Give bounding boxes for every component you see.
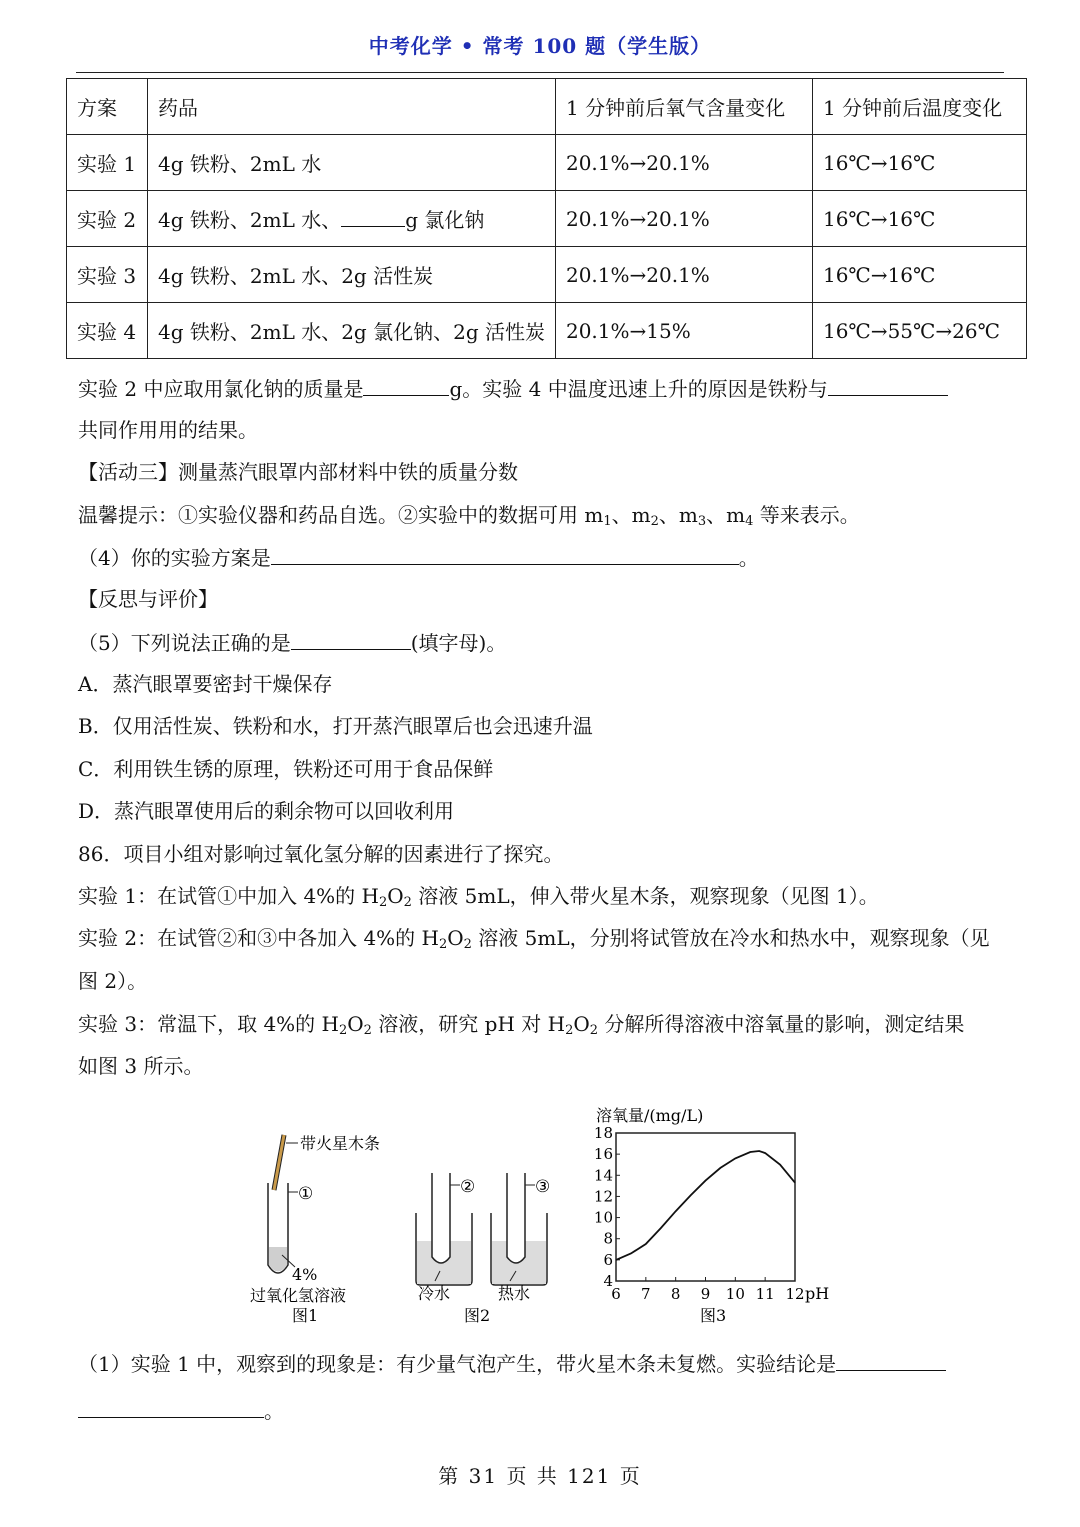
table-cell-text: 4g 铁粉、2mL 水、 bbox=[158, 208, 342, 232]
option-c: C．利用铁生锈的原理，铁粉还可用于食品保鲜 bbox=[78, 757, 494, 781]
table-cell: 16℃→16℃ bbox=[812, 191, 1026, 247]
table-cell: 16℃→16℃ bbox=[812, 247, 1026, 303]
table-cell: 20.1%→20.1% bbox=[555, 135, 812, 191]
chart-x-tick-label: 12 bbox=[785, 1285, 805, 1303]
text-span: 。 bbox=[264, 1399, 284, 1423]
question-1-line bbox=[78, 1348, 946, 1379]
solution-fill bbox=[269, 1247, 287, 1272]
question-line bbox=[78, 627, 506, 658]
table-header-cell: 1 分钟前后温度变化 bbox=[812, 79, 1026, 135]
chart-y-tick-label: 14 bbox=[593, 1166, 613, 1185]
test-tube-icon bbox=[507, 1173, 525, 1263]
table-row bbox=[67, 303, 1027, 359]
figure-3-chart bbox=[594, 1106, 829, 1325]
subscript: 2 bbox=[565, 1023, 574, 1038]
text-span: 等来表示。 bbox=[753, 503, 860, 527]
table-row bbox=[67, 247, 1027, 303]
table-cell bbox=[148, 191, 556, 247]
subscript: 3 bbox=[697, 514, 707, 529]
chart-x-tick-label: 9 bbox=[700, 1285, 711, 1303]
text-span: 分解所得溶液中溶氧量的影响，测定结果 bbox=[598, 1012, 965, 1036]
table-row bbox=[67, 135, 1027, 191]
question-line bbox=[78, 373, 948, 404]
subscript: 1 bbox=[603, 514, 612, 529]
question-1-line-cont bbox=[78, 1395, 284, 1426]
text-span: （5）下列说法正确的是 bbox=[78, 631, 291, 655]
chart-xlabel: pH bbox=[805, 1284, 830, 1303]
subscript: 2 bbox=[378, 895, 388, 910]
table-header-cell: 方案 bbox=[67, 79, 148, 135]
chart-y-tick-label: 18 bbox=[593, 1124, 613, 1142]
answer-blank[interactable] bbox=[341, 204, 405, 227]
fig2-cold-label: 冷水 bbox=[418, 1284, 451, 1303]
chart-y-tick-label: 8 bbox=[603, 1229, 613, 1248]
table-cell: 16℃→55℃→26℃ bbox=[812, 303, 1026, 359]
fig2-tube3-label: ③ bbox=[535, 1177, 551, 1197]
table-cell-text: g 氯化钠 bbox=[405, 208, 485, 232]
fig1-caption: 图1 bbox=[292, 1306, 319, 1325]
text-span: O bbox=[387, 884, 404, 908]
text-span: 实验 3：常温下，取 4%的 H bbox=[78, 1012, 339, 1036]
text-span: （1）实验 1 中，观察到的现象是：有少量气泡产生，带火星木条未复燃。实验结论是 bbox=[78, 1352, 837, 1376]
splint-icon-fill bbox=[274, 1135, 284, 1190]
text-span: O bbox=[447, 926, 464, 950]
text-span: 。 bbox=[738, 546, 759, 570]
text-span: 溶液，研究 pH 对 H bbox=[371, 1012, 566, 1036]
table-header-row bbox=[67, 79, 1027, 135]
fig3-caption: 图3 bbox=[700, 1306, 727, 1325]
fig2-tube2-label: ② bbox=[460, 1177, 476, 1197]
text-span: 温馨提示：①实验仪器和药品自选。②实验中的数据可用 m bbox=[78, 503, 604, 527]
table-row bbox=[67, 191, 1027, 247]
test-tube-icon bbox=[432, 1173, 450, 1263]
chart-y-tick-label: 4 bbox=[603, 1272, 613, 1290]
page-footer: 第 31 页 共 121 页 bbox=[438, 1464, 642, 1488]
chart-ylabel: 溶氧量/(mg/L) bbox=[596, 1106, 704, 1125]
experiment-2-line-cont: 图 2）。 bbox=[78, 969, 148, 993]
table-cell: 4g 铁粉、2mL 水 bbox=[148, 135, 556, 191]
experiment-figures bbox=[240, 1095, 840, 1330]
question-number-86: 86．项目小组对影响过氧化氢分解的因素进行了探究。 bbox=[78, 842, 564, 866]
chart-x-tick-label: 8 bbox=[670, 1285, 681, 1303]
page-header-title: 中考化学 • 常考 100 题（学生版） bbox=[368, 34, 712, 58]
text-span: 实验 2 中应取用氯化钠的质量是 bbox=[78, 377, 364, 401]
text-span: 、m bbox=[706, 503, 746, 527]
chart-y-tick-label: 12 bbox=[593, 1187, 613, 1206]
section-heading: 【活动三】测量蒸汽眼罩内部材料中铁的质量分数 bbox=[78, 460, 518, 484]
question-line bbox=[78, 542, 759, 573]
option-d: D．蒸汽眼罩使用后的剩余物可以回收利用 bbox=[78, 799, 455, 823]
table-cell: 实验 1 bbox=[67, 135, 148, 191]
table-cell: 20.1%→20.1% bbox=[555, 247, 812, 303]
figure-1 bbox=[250, 1134, 380, 1325]
experiment-3-line-cont: 如图 3 所示。 bbox=[78, 1054, 204, 1078]
answer-blank[interactable] bbox=[78, 1395, 264, 1418]
answer-blank[interactable] bbox=[271, 542, 739, 565]
answer-blank[interactable] bbox=[836, 1348, 946, 1371]
subscript: 2 bbox=[650, 514, 659, 529]
table-cell: 实验 3 bbox=[67, 247, 148, 303]
text-span: 溶液 5mL，伸入带火星木条，观察现象（见图 1）。 bbox=[411, 884, 879, 908]
text-span: 实验 2：在试管②和③中各加入 4%的 H bbox=[78, 926, 439, 950]
table-cell: 实验 2 bbox=[67, 191, 148, 247]
subscript: 2 bbox=[438, 937, 448, 952]
experiment-1-line bbox=[78, 881, 879, 918]
table-cell: 20.1%→20.1% bbox=[555, 191, 812, 247]
table-cell: 实验 4 bbox=[67, 303, 148, 359]
table-header-cell: 药品 bbox=[148, 79, 556, 135]
fig2-hot-label: 热水 bbox=[498, 1284, 531, 1303]
chart-y-tick-label: 16 bbox=[593, 1145, 613, 1164]
text-span: 、m bbox=[658, 503, 698, 527]
fig1-tube-label: ① bbox=[298, 1184, 314, 1204]
subscript: 2 bbox=[589, 1023, 599, 1038]
fig1-splint-label: 带火星木条 bbox=[300, 1134, 381, 1153]
table-cell: 4g 铁粉、2mL 水、2g 活性炭 bbox=[148, 247, 556, 303]
experiment-3-line bbox=[78, 1009, 964, 1046]
table-cell: 4g 铁粉、2mL 水、2g 氯化钠、2g 活性炭 bbox=[148, 303, 556, 359]
text-span: 溶液 5mL，分别将试管放在冷水和热水中，观察现象（见 bbox=[471, 926, 990, 950]
fig1-solution-label: 过氧化氢溶液 bbox=[250, 1286, 347, 1305]
header-divider bbox=[76, 72, 1004, 73]
experiment-table bbox=[66, 78, 1027, 359]
text-span: 、m bbox=[611, 503, 651, 527]
text-span: 实验 1：在试管①中加入 4%的 H bbox=[78, 884, 379, 908]
option-a: A．蒸汽眼罩要密封干燥保存 bbox=[78, 672, 333, 696]
option-b: B．仅用活性炭、铁粉和水，打开蒸汽眼罩后也会迅速升温 bbox=[78, 714, 593, 738]
fig2-caption: 图2 bbox=[464, 1306, 491, 1325]
chart-x-tick-label: 7 bbox=[641, 1285, 651, 1303]
table-cell: 20.1%→15% bbox=[555, 303, 812, 359]
subscript: 2 bbox=[363, 1023, 372, 1038]
text-span: (填字母)。 bbox=[410, 631, 507, 655]
answer-blank[interactable] bbox=[363, 373, 449, 396]
figure-2 bbox=[416, 1173, 550, 1325]
hint-line bbox=[78, 500, 860, 537]
table-cell: 16℃→16℃ bbox=[812, 135, 1026, 191]
chart-y-tick-label: 6 bbox=[603, 1250, 613, 1269]
question-line: 共同作用用的结果。 bbox=[78, 418, 258, 442]
chart-y-tick-label: 10 bbox=[593, 1208, 613, 1227]
section-heading: 【反思与评价】 bbox=[78, 587, 218, 611]
experiment-2-line bbox=[78, 923, 990, 960]
chart-x-tick-label: 6 bbox=[611, 1285, 621, 1303]
table-header-cell: 1 分钟前后氧气含量变化 bbox=[555, 79, 812, 135]
text-span: g。实验 4 中温度迅速上升的原因是铁粉与 bbox=[449, 377, 828, 401]
text-span: O bbox=[347, 1012, 364, 1036]
subscript: 2 bbox=[338, 1023, 348, 1038]
chart-series-line bbox=[616, 1151, 795, 1260]
answer-blank[interactable] bbox=[291, 627, 411, 650]
text-span: （4）你的实验方案是 bbox=[78, 546, 271, 570]
subscript: 2 bbox=[403, 895, 412, 910]
text-span: O bbox=[573, 1012, 590, 1036]
subscript: 4 bbox=[745, 514, 754, 529]
subscript: 2 bbox=[463, 937, 472, 952]
chart-x-tick-label: 11 bbox=[755, 1285, 775, 1303]
fig1-concentration: 4% bbox=[292, 1265, 318, 1284]
chart-x-tick-label: 10 bbox=[725, 1285, 745, 1303]
answer-blank[interactable] bbox=[828, 373, 948, 396]
